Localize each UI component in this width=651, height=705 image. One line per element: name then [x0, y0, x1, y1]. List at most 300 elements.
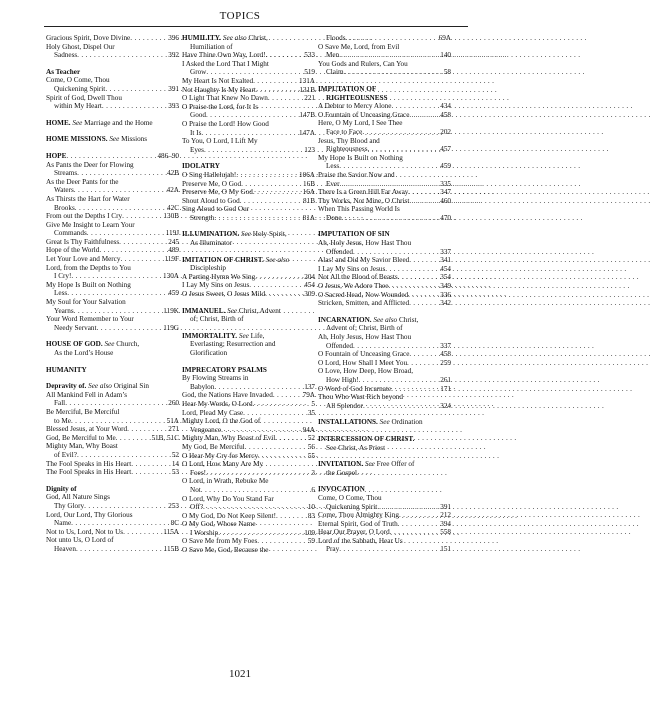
index-entry: [318, 214, 451, 223]
entry-page-ref: 79A: [302, 391, 315, 400]
header-rule: [44, 26, 468, 27]
see-reference-label: See also: [88, 382, 112, 391]
index-entry: [182, 214, 315, 223]
entry-title: O Sacred Head, Now Wounded: [318, 290, 409, 299]
entry-page-ref: 393: [168, 102, 179, 111]
topic-heading: [46, 485, 179, 494]
index-entry: [318, 265, 451, 274]
entry-title: Hear Our Prayer, O Lord: [318, 528, 390, 537]
entry-page-ref: 470: [440, 213, 451, 222]
index-entry-line: O Praise the Lord, for It Is: [182, 102, 259, 111]
dot-leader: [71, 519, 169, 528]
index-entry-line: Mighty Man, Why Boast: [46, 442, 118, 451]
topic-heading: [182, 332, 315, 341]
topic-heading: [318, 94, 451, 103]
entry-page-ref: 309: [304, 290, 315, 299]
dot-leader: [268, 94, 303, 103]
entry-title: Less: [326, 162, 340, 171]
index-entry-line: O Lord, How Many Are My: [182, 460, 264, 469]
topic-heading-text: IMPUTATION OF: [318, 84, 377, 93]
index-entry: [318, 545, 451, 554]
index-entry: [46, 51, 179, 60]
index-entry: [46, 307, 179, 316]
index-column-3: [318, 34, 451, 554]
dot-leader: [131, 460, 171, 469]
index-entry-line: When This Passing World Is: [318, 205, 400, 214]
index-entry: [318, 256, 451, 265]
dot-leader: [408, 188, 439, 197]
index-entry: [318, 68, 451, 77]
topic-heading-text: IMMORTALITY.: [182, 331, 238, 340]
entry-title: Eyes: [190, 145, 204, 154]
entry-title: Come, Thou Almighty King: [318, 511, 399, 520]
index-entry: [46, 204, 179, 213]
entry-page-ref: 58: [443, 68, 451, 77]
entry-page-ref: 8C: [170, 519, 179, 528]
topic-heading-text: HOME MISSIONS.: [46, 135, 108, 144]
index-entry: [318, 273, 451, 282]
entry-title: Eternal Spirit, God of Truth: [318, 519, 398, 528]
index-entry: [46, 169, 179, 178]
entry-page-ref: 221: [304, 94, 315, 103]
entry-title: A Parting Hymn We Sing: [182, 272, 256, 281]
index-entry-line: God, All Nature Sings: [46, 493, 110, 502]
index-entry: [318, 188, 451, 197]
topic-heading-text: INSTALLATIONS.: [318, 418, 378, 427]
see-reference-label: See also: [265, 255, 290, 264]
index-entry: [46, 417, 179, 426]
entry-spacer: [46, 60, 179, 68]
entry-page-ref: 391: [440, 502, 451, 511]
index-entry: [318, 299, 451, 308]
entry-title: Yearns: [54, 306, 74, 315]
index-entry-line: As Illuminator: [190, 239, 233, 248]
entry-page-ref: 245: [168, 237, 179, 246]
entry-page-ref: 123: [304, 145, 315, 154]
topic-heading-text: INVITATION.: [318, 460, 364, 469]
entry-title: Done: [326, 213, 342, 222]
index-entry: [46, 528, 179, 537]
dot-leader: [253, 77, 298, 86]
entry-page-ref: 271: [168, 425, 179, 434]
entry-page-ref: 171: [440, 384, 451, 393]
index-entry-line: All Mankind Fell in Adam’s: [46, 390, 128, 399]
topic-heading-text: INCARNATION.: [318, 315, 372, 324]
entry-title: Less: [54, 289, 68, 298]
entry-spacer: [318, 452, 451, 460]
index-entry: [182, 486, 315, 495]
entry-page-ref: 81A: [302, 213, 315, 222]
topic-heading-text: RIGHTEOUSNESS: [326, 93, 388, 102]
dot-leader: [256, 86, 299, 95]
topic-heading-text: INTERCESSION OF CHRIST.: [318, 434, 415, 443]
index-entry: [46, 502, 179, 511]
index-entry: [46, 324, 179, 333]
dot-leader: [255, 273, 303, 282]
index-entry: [46, 186, 179, 195]
dot-leader: [76, 545, 163, 554]
index-entry-line: As the Lord’s House: [54, 349, 114, 357]
index-entry: [182, 180, 315, 189]
see-reference-label: See: [238, 331, 249, 340]
entry-page-ref: 354: [440, 273, 451, 282]
entry-title: Let Your Love and Mercy: [46, 255, 121, 264]
entry-title: All Splendor: [326, 401, 363, 410]
entry-page-ref: 69A: [438, 34, 451, 42]
see-reference-label: See also: [373, 315, 398, 324]
entry-page-ref: 337: [440, 247, 451, 256]
entry-page-ref: 131B: [299, 85, 315, 94]
see-reference-target: Christ,: [248, 34, 268, 42]
index-entry: [46, 34, 179, 43]
see-reference-target: Marriage and the Home: [84, 118, 153, 127]
entry-title: Heaven: [54, 544, 76, 553]
entry-title: O Word of God Incarnate: [318, 384, 392, 393]
index-entry-line: Lord of the Sabbath, Hear Us: [318, 536, 403, 545]
index-entry: [182, 111, 315, 120]
entry-title: I Worship: [190, 528, 219, 537]
entry-page-ref: 212: [440, 511, 451, 520]
topic-heading: [46, 366, 179, 375]
entry-spacer: [46, 374, 179, 382]
entry-title: O Save Me from My Foes: [182, 537, 258, 546]
entry-title: O Fountain of Unceasing Grace: [318, 350, 410, 359]
entry-title: Commands: [54, 229, 87, 238]
entry-title: A Debtor to Mercy Alone: [318, 102, 392, 111]
dot-leader: [339, 545, 439, 554]
index-entry: [182, 146, 315, 155]
entry-page-ref: 59: [307, 537, 315, 546]
index-entry-line: Praise the Savior Now and: [318, 170, 395, 179]
index-entry-line: My Hope Is Built on Nothing: [46, 280, 131, 289]
entry-page-ref: 53: [171, 468, 179, 477]
topic-heading-text: IMMANUEL.: [182, 306, 226, 315]
topic-heading-text: Depravity of.: [46, 382, 87, 391]
entry-title: Mighty Man, Why Boast of Evil: [182, 434, 276, 443]
index-entry: [318, 111, 451, 120]
entry-title: Face to Face: [326, 127, 363, 136]
see-reference-label: See: [109, 135, 120, 144]
index-entry: [46, 212, 179, 221]
entry-title: Grow: [190, 68, 207, 77]
entry-spacer: [182, 299, 315, 307]
index-entry-line: O Lord, in Wrath, Rebuke Me: [182, 477, 269, 486]
topic-heading-text: As Teacher: [46, 67, 81, 76]
index-entry: [182, 77, 315, 86]
entry-title: Hope of the World: [46, 246, 100, 255]
entry-title: Offended: [326, 341, 354, 350]
entry-title: Stricken, Smitten, and Afflicted: [318, 299, 410, 308]
dot-leader: [266, 51, 304, 60]
entry-title: Name: [54, 519, 72, 528]
entry-page-ref: 42A: [166, 186, 179, 195]
index-entry-line: Holy Ghost, Dispel Our: [46, 42, 115, 51]
entry-page-ref: 392: [168, 51, 179, 60]
entry-page-ref: 336: [440, 290, 451, 299]
entry-title: within My Heart: [54, 102, 102, 111]
dot-leader: [409, 350, 439, 359]
entry-page-ref: 55: [307, 451, 315, 460]
entry-title: The Fool Speaks in His Heart: [46, 459, 132, 468]
index-entry-line: Not unto Us, O Lord of: [46, 536, 114, 545]
index-entry: [182, 426, 315, 435]
index-entry-line: Discipleship: [190, 264, 226, 273]
entry-title: Preserve Me, O My God: [182, 188, 253, 197]
index-entry: [182, 197, 315, 206]
dot-leader: [245, 443, 307, 452]
topic-heading: [182, 230, 315, 239]
index-entry: [182, 529, 315, 538]
dot-leader: [119, 238, 167, 247]
index-entry-line: O Love, How Deep, How Broad,: [318, 367, 414, 376]
entry-page-ref: 459: [168, 289, 179, 298]
entry-page-ref: 119F: [164, 255, 179, 264]
topic-heading: [182, 307, 315, 316]
index-entry: [46, 545, 179, 554]
index-entry: [46, 85, 179, 94]
entry-page-ref: 16A: [302, 188, 315, 197]
topic-heading: [182, 256, 315, 265]
entry-title: Lord, Plead My Case: [182, 408, 244, 417]
index-entry-line: Come, O Come, Thou: [318, 493, 382, 502]
entry-spacer: [46, 144, 179, 152]
dot-leader: [407, 359, 439, 368]
entry-title: Foes!: [190, 468, 206, 477]
entry-title: My Heart Is Not Exalted: [182, 76, 254, 85]
index-entry: [318, 197, 451, 206]
index-entry-line: Glorification: [190, 349, 228, 357]
entry-title: Shout Aloud to God: [182, 196, 240, 205]
entry-page-ref: 3: [311, 468, 315, 477]
topic-heading: [318, 230, 451, 239]
index-entry: [318, 128, 451, 137]
index-entry: [46, 246, 179, 255]
dot-leader: [214, 383, 303, 392]
dot-leader: [77, 451, 171, 460]
dot-leader: [258, 452, 307, 461]
index-entry: [46, 255, 179, 264]
entry-title: to Me: [54, 416, 71, 425]
index-entry: [182, 443, 315, 452]
entry-page-ref: 349: [440, 282, 451, 291]
entry-title: Thy Glory: [54, 501, 85, 510]
entry-page-ref: 119J: [165, 229, 179, 238]
entry-page-ref: 558: [440, 528, 451, 537]
entry-spacer: [182, 324, 315, 332]
index-entry: [318, 503, 451, 512]
entry-title: Streams: [54, 169, 78, 178]
entry-spacer: [46, 127, 179, 135]
dot-leader: [120, 255, 163, 264]
entry-title: O My God, Do Not Keep Silent!: [182, 511, 277, 520]
entry-title: Babylon: [190, 382, 215, 391]
entry-spacer: [318, 410, 451, 418]
entry-page-ref: 6: [311, 485, 315, 494]
dot-leader: [97, 324, 163, 333]
dot-leader: [265, 290, 303, 299]
index-entry-line: Ah, Holy Jesus, How Hast Thou: [318, 239, 412, 248]
entry-title: I Cry!: [54, 272, 72, 281]
entry-title: Claim: [326, 68, 344, 77]
dot-leader: [87, 229, 165, 238]
see-reference-target: Missions: [121, 135, 148, 144]
entry-title: Pray: [326, 545, 340, 554]
entry-title: Hear My Words, O Lord: [182, 399, 253, 408]
entry-page-ref: 434: [440, 102, 451, 111]
entry-spacer: [318, 477, 451, 485]
dot-leader: [385, 265, 439, 274]
entry-title: Off?: [190, 503, 204, 512]
see-reference-label: See: [379, 418, 390, 427]
index-column-2: [182, 34, 315, 555]
index-column-1: [46, 34, 179, 553]
dot-leader: [353, 342, 439, 351]
entry-title: Offended: [326, 247, 354, 256]
index-entry: [46, 425, 179, 434]
entry-page-ref: 119G: [163, 323, 179, 332]
topic-heading: [318, 85, 451, 94]
entry-title: O Jesus Sweet, O Jesus Mild: [182, 290, 266, 299]
entry-title: Fall: [54, 399, 66, 408]
entry-page-ref: 119K: [163, 306, 179, 315]
dot-leader: [102, 102, 167, 111]
index-entry: [182, 469, 315, 478]
entry-title: My God, Be Merciful: [182, 442, 245, 451]
index-entry-line: Advent of; Christ, Birth of: [326, 324, 403, 333]
index-entry: [318, 528, 451, 537]
dot-leader: [359, 376, 440, 385]
entry-title: Quickening Spirit: [326, 502, 378, 511]
topic-heading-text: IMPUTATION OF SIN: [318, 230, 390, 239]
index-entry: [318, 402, 451, 411]
dot-leader: [130, 34, 167, 43]
entry-spacer: [182, 222, 315, 230]
index-entry: [46, 468, 179, 477]
index-entry: [182, 86, 315, 95]
index-entry: [182, 452, 315, 461]
dot-leader: [362, 128, 439, 137]
entry-title: O Fountain of Unceasing Grace: [318, 110, 410, 119]
entry-page-ref: 253: [168, 501, 179, 510]
index-entry-line: Lord, from the Depths to You: [46, 263, 131, 272]
entry-title: Thy Works, Not Mine, O Christ: [318, 196, 410, 205]
entry-title: Alas! and Did My Savior Bleed: [318, 256, 410, 265]
entry-spacer: [318, 308, 451, 316]
index-entry: [318, 520, 451, 529]
dot-leader: [214, 214, 301, 223]
index-entry-line: Give Me Insight to Learn Your: [46, 220, 135, 229]
see-reference-label: See: [72, 118, 83, 127]
entry-title: Brooks: [54, 203, 75, 212]
entry-page-ref: 51B, 51C: [151, 433, 179, 442]
topic-heading-text: ILLUMINATION.: [182, 230, 240, 239]
dot-leader: [253, 188, 302, 197]
entry-spacer: [318, 427, 451, 435]
index-entry: [318, 248, 451, 257]
topic-heading-text: IMPRECATORY PSALMS: [182, 365, 267, 374]
dot-leader: [363, 402, 439, 411]
entry-title: Vengeance: [190, 425, 222, 434]
entry-page-ref: 56: [307, 442, 315, 451]
index-entry: [182, 400, 315, 409]
topic-heading: [46, 135, 179, 144]
index-entry-line: As Thirsts the Hart for Water: [46, 194, 130, 203]
dot-leader: [346, 34, 438, 43]
dot-leader: [388, 282, 439, 291]
dot-leader: [66, 152, 156, 161]
entry-title: Not All the Blood of Beasts: [318, 273, 398, 282]
index-entry-line: Mighty Lord, O the God of: [182, 417, 261, 426]
index-entry: [182, 68, 315, 77]
entry-page-ref: 489: [168, 246, 179, 255]
index-entry: [182, 409, 315, 418]
dot-leader: [71, 272, 162, 281]
index-entry-line: My Hope Is Built on Nothing: [318, 153, 403, 162]
index-entry-line: O Lord, Why Do You Stand Far: [182, 494, 274, 503]
topic-heading: [182, 366, 315, 375]
entry-spacer: [182, 358, 315, 366]
index-entry: [46, 289, 179, 298]
entry-title: Strength: [190, 213, 215, 222]
entry-spacer: [46, 477, 179, 485]
dot-leader: [409, 256, 439, 265]
dot-leader: [218, 529, 303, 538]
topic-heading: [46, 340, 179, 349]
index-entry: [318, 291, 451, 300]
entry-page-ref: 347: [440, 188, 451, 197]
index-entry-line: the Gospel: [326, 468, 357, 477]
index-entry: [318, 385, 451, 394]
index-entry-line: O Save Me, God, Because the: [182, 546, 269, 555]
index-entry: [318, 34, 451, 43]
entry-page-ref: 342: [440, 299, 451, 308]
entry-title: Waters: [54, 186, 74, 195]
entry-page-ref: 458: [440, 110, 451, 119]
entry-page-ref: 396: [168, 34, 179, 42]
see-reference-target: Free Offer of: [376, 460, 415, 469]
dot-leader: [398, 520, 440, 529]
index-entry: [318, 359, 451, 368]
entry-page-ref: 261: [440, 375, 451, 384]
see-reference-target: Church,: [116, 340, 140, 349]
entry-page-ref: 151: [440, 545, 451, 554]
entry-title: Not to Us, Lord, Not to Us: [46, 527, 124, 536]
dot-leader: [236, 171, 298, 180]
entry-title: Floods: [326, 34, 346, 42]
entry-title: Men: [326, 51, 340, 60]
index-entry-line: Jesus, Thy Blood and: [318, 136, 380, 145]
dot-leader: [116, 434, 151, 443]
dot-leader: [221, 426, 301, 435]
index-entry-line: Lord, Our Lord, Thy Glorious: [46, 510, 133, 519]
dot-leader: [249, 281, 303, 290]
entry-page-ref: 458: [440, 350, 451, 359]
topic-heading: [318, 460, 451, 469]
entry-page-ref: 259: [440, 358, 451, 367]
entry-title: Not Haughty Is My Heart: [182, 85, 256, 94]
index-entry: [318, 162, 451, 171]
dot-leader: [368, 145, 440, 154]
dot-leader: [204, 146, 303, 155]
dot-leader: [123, 528, 162, 537]
dot-leader: [241, 180, 302, 189]
index-entry-line: O My God, Whose Name: [182, 520, 256, 529]
entry-page-ref: 35: [307, 408, 315, 417]
dot-leader: [71, 417, 166, 426]
dot-leader: [391, 102, 439, 111]
entry-page-ref: 324: [440, 401, 451, 410]
entry-page-ref: 337: [440, 341, 451, 350]
